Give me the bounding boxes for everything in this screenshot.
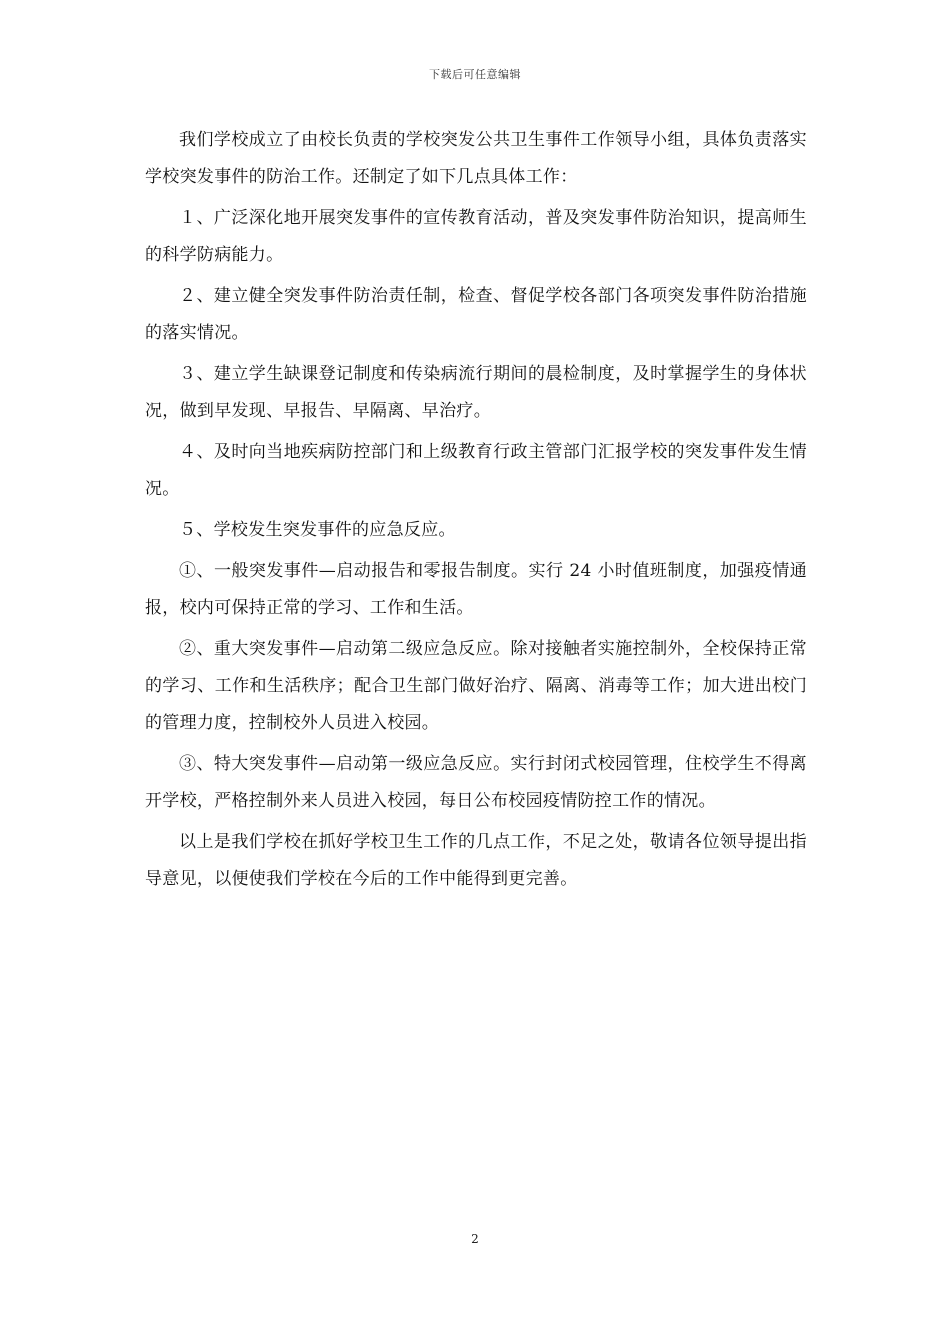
paragraph-item-5: ５、学校发生突发事件的应急反应。 [179,520,456,540]
header-note: 下载后可任意编辑 [429,68,521,81]
paragraph-item-2: ２、建立健全突发事件防治责任制，检查、督促学校各部门各项突发事件防治措施的落实情况。 [145,286,807,343]
paragraph-item-1: １、广泛深化地开展突发事件的宣传教育活动，普及突发事件防治知识，提高师生的科学防病能力。 [145,208,807,265]
paragraph-item-3: ３、建立学生缺课登记制度和传染病流行期间的晨检制度，及时掌握学生的身体状况，做到早发现、早报告、早隔离、早治疗。 [145,364,807,421]
paragraph-closing: 以上是我们学校在抓好学校卫生工作的几点工作，不足之处，敬请各位领导提出指导意见，以便使我们学校在今后的工作中能得到更完善。 [145,832,807,889]
paragraph-subitem-1: ①、一般突发事件—启动报告和零报告制度。实行 24 小时值班制度，加强疫情通报，校内可保持正常的学习、工作和生活。 [145,561,807,618]
paragraph-item-4: ４、及时向当地疾病防控部门和上级教育行政主管部门汇报学校的突发事件发生情况。 [145,442,807,499]
paragraph-subitem-2: ②、重大突发事件—启动第二级应急反应。除对接触者实施控制外，全校保持正常的学习、工作和生活秩序；配合卫生部门做好治疗、隔离、消毒等工作；加大进出校门的管理力度，控制校外人员进入校园。 [145,639,807,733]
page-number: 2 [471,1232,479,1246]
paragraph-intro: 我们学校成立了由校长负责的学校突发公共卫生事件工作领导小组，具体负责落实学校突发事件的防治工作。还制定了如下几点具体工作： [145,130,807,187]
document-body [145,122,807,902]
paragraph-subitem-3: ③、特大突发事件—启动第一级应急反应。实行封闭式校园管理，住校学生不得离开学校，严格控制外来人员进入校园，每日公布校园疫情防控工作的情况。 [145,754,807,811]
